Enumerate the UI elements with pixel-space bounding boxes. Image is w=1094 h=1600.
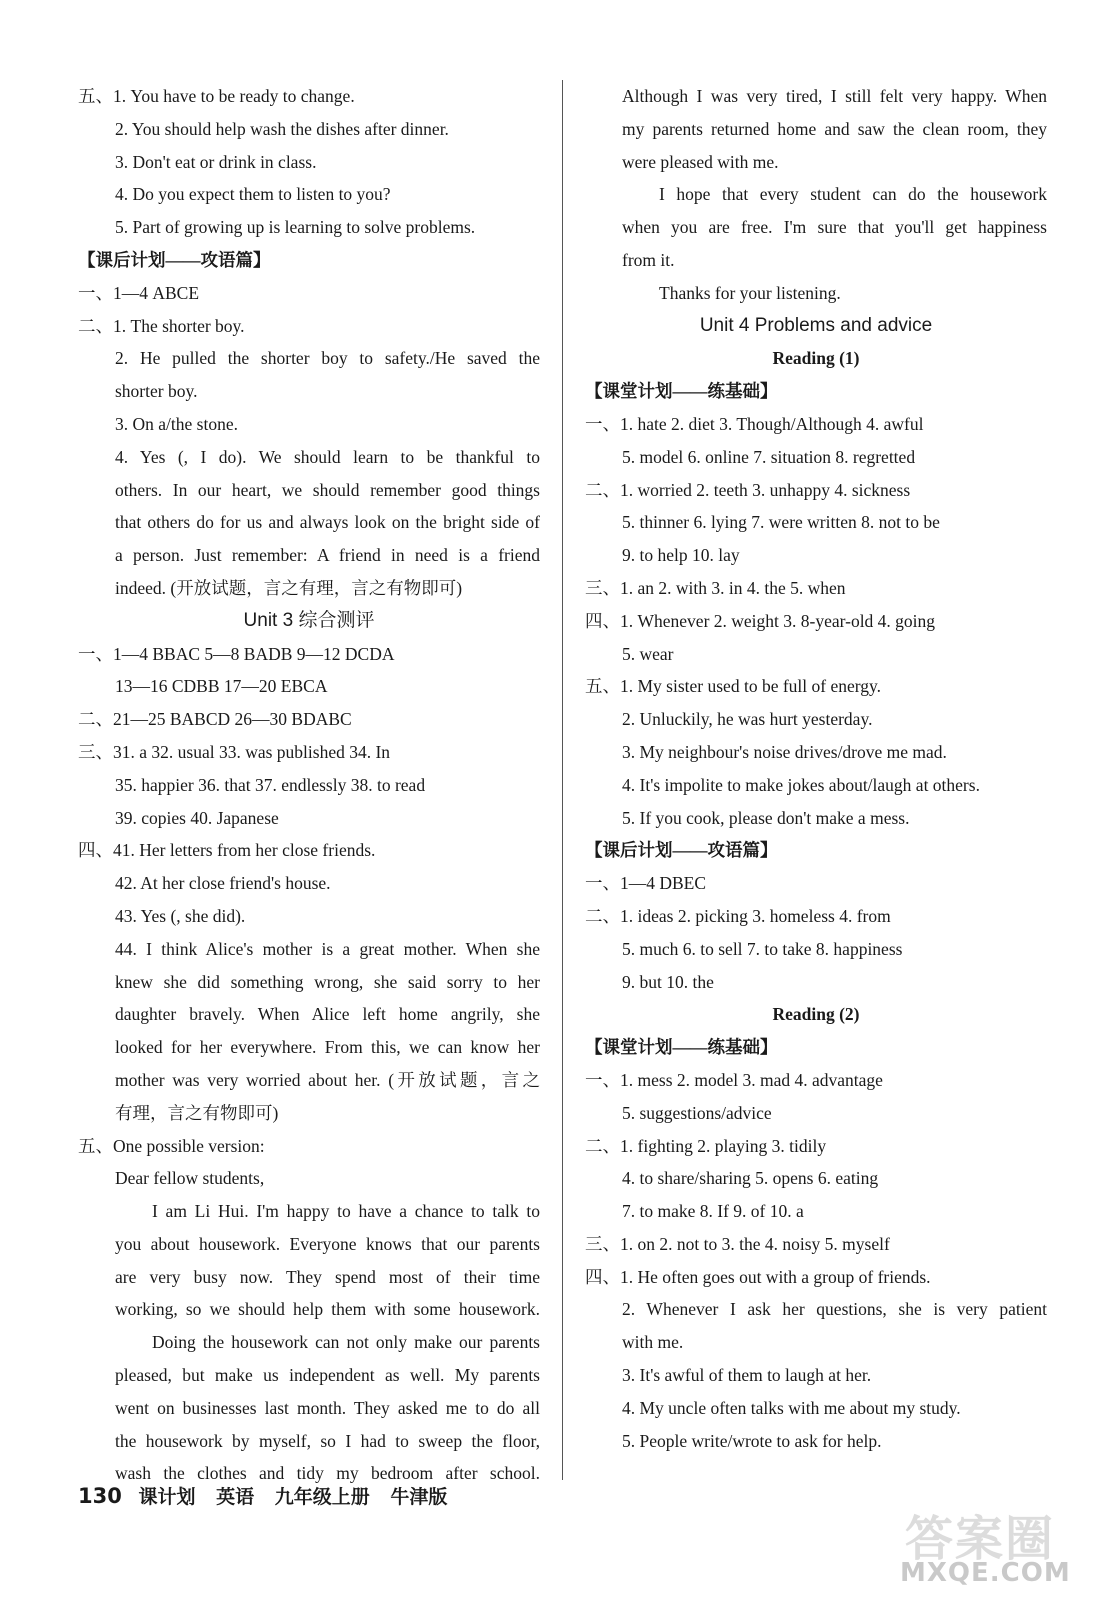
watermark-logo: 答案圈 [905, 1511, 1056, 1567]
right-text-line: 3. It's awful of them to laugh at her. [622, 1365, 872, 1386]
left-text-line: 35. happier 36. that 37. endlessly 38. to read [115, 774, 426, 795]
right-text-line: 三、1. an 2. with 3. in 4. the 5. when [585, 577, 846, 598]
left-text-line: 一、1—4 BBAC 5—8 BADB 9—12 DCDA [78, 643, 395, 664]
right-text-line: 5. People write/wrote to ask for help. [622, 1430, 882, 1451]
right-text-line: 9. but 10. the [622, 971, 714, 992]
left-text-line: 【课后计划——攻语篇】 [78, 249, 271, 270]
left-text-line: 2. You should help wash the dishes after dinner. [115, 118, 449, 139]
right-text-line: 2. Unluckily, he was hurt yesterday. [622, 709, 873, 730]
right-text-line: with me. [622, 1332, 684, 1353]
left-text-line: went on businesses last month. They asked me to do all [115, 1397, 540, 1418]
right-text-line: 5. wear [622, 643, 674, 664]
left-text-line: I am Li Hui. I'm happy to have a chance to talk to [152, 1201, 540, 1222]
right-text-line: 5. thinner 6. lying 7. were written 8. not to be [622, 512, 940, 533]
left-text-line: 二、21—25 BABCD 26—30 BDABC [78, 709, 352, 730]
right-text-line: 一、1. mess 2. model 3. mad 4. advantage [585, 1069, 883, 1090]
left-text-line: 44. I think Alice's mother is a great mother. When she [115, 938, 540, 959]
right-text-line: 一、1. hate 2. diet 3. Though/Although 4. awful [585, 413, 924, 434]
left-text-line: others. In our heart, we should remember good things [115, 479, 540, 500]
left-text-line: 43. Yes (, she did). [115, 905, 246, 926]
right-text-line: 四、1. Whenever 2. weight 3. 8-year-old 4. going [585, 610, 936, 631]
left-text-line: 五、1. You have to be ready to change. [78, 86, 355, 106]
page-number: 130 [78, 1484, 122, 1508]
left-text-line: 四、41. Her letters from her close friends. [78, 840, 376, 861]
right-text-line: 9. to help 10. lay [622, 545, 740, 566]
left-text-line: 3. Don't eat or drink in class. [115, 151, 317, 172]
right-text-line: 7. to make 8. If 9. of 10. a [622, 1201, 804, 1222]
left-text-line: 5. Part of growing up is learning to solve problems. [115, 217, 476, 238]
right-text-line: Reading (2) [772, 1004, 860, 1025]
right-text-line: I hope that every student can do the housework [659, 184, 1047, 205]
left-text-line: 2. He pulled the shorter boy to safety./He saved the [115, 348, 540, 369]
left-text-line: pleased, but make us independent as well. My parents [115, 1365, 540, 1386]
left-text-line: looked for her everywhere. From this, we can know her [115, 1037, 540, 1058]
right-text-line: 二、1. fighting 2. playing 3. tidily [585, 1135, 827, 1156]
series-name: 课计划 [138, 1486, 196, 1508]
right-text-line: 一、1—4 DBEC [585, 873, 707, 894]
left-text-line: the housework by myself, so I had to sweep the floor, [115, 1430, 540, 1451]
right-text-line: Thanks for your listening. [659, 282, 841, 303]
grade-name: 九年级上册 [274, 1486, 370, 1508]
right-text-line: 【课堂计划——练基础】 [585, 1037, 778, 1058]
watermark-site: MXQE.COM [900, 1558, 1071, 1588]
left-text-line: 42. At her close friend's house. [115, 873, 331, 894]
column-divider [562, 80, 563, 1480]
left-text-line: 39. copies 40. Japanese [115, 807, 279, 828]
left-text-line: mother was very worried about her. (开放试题，言之 [115, 1069, 540, 1090]
right-text-line: 5. model 6. online 7. situation 8. regretted [622, 446, 916, 467]
right-text-line: from it. [622, 249, 675, 270]
left-text-line: are very busy now. They spend most of their time [115, 1266, 540, 1287]
left-text-line: 五、One possible version: [78, 1135, 265, 1156]
right-text-line: 4. It's impolite to make jokes about/laugh at others. [622, 774, 980, 795]
right-text-line: 5. much 6. to sell 7. to take 8. happiness [622, 938, 903, 959]
left-text-line: 有理，言之有物即可) [115, 1102, 279, 1123]
right-text-line: 4. My uncle often talks with me about my study. [622, 1397, 961, 1418]
left-column [78, 80, 540, 1490]
right-text-line: Reading (1) [772, 348, 860, 369]
left-text-line: Dear fellow students, [115, 1168, 265, 1189]
right-text-line: 4. to share/sharing 5. opens 6. eating [622, 1168, 879, 1189]
left-text-line: 二、1. The shorter boy. [78, 315, 245, 336]
right-text-line: 3. My neighbour's noise drives/drove me mad. [622, 741, 947, 762]
left-text-line: Doing the housework can not only make our parents [152, 1332, 540, 1353]
right-text-line: 5. If you cook, please don't make a mess. [622, 807, 910, 828]
right-text-line: 三、1. on 2. not to 3. the 4. noisy 5. myself [585, 1233, 890, 1254]
right-text-line: 【课后计划——攻语篇】 [585, 840, 778, 861]
left-text-line: 4. Yes (, I do). We should learn to be thankful to [115, 446, 540, 467]
right-text-line: 五、1. My sister used to be full of energy. [585, 676, 881, 697]
left-text-line: indeed. (开放试题，言之有理，言之有物即可) [115, 577, 463, 598]
right-text-line: my parents returned home and saw the clean room, they [622, 118, 1047, 139]
right-text-line: were pleased with me. [622, 151, 779, 172]
left-text-line: that others do for us and always look on the bright side of [115, 512, 540, 533]
right-column [585, 80, 1047, 1457]
left-text-line: 一、1—4 ABCE [78, 282, 200, 303]
right-text-line: 【课堂计划——练基础】 [585, 381, 778, 402]
subject-name: 英语 [216, 1486, 255, 1508]
edition-name: 牛津版 [390, 1486, 448, 1508]
right-text-line: 5. suggestions/advice [622, 1102, 772, 1123]
left-text-line: 4. Do you expect them to listen to you? [115, 184, 391, 205]
left-text-line: you about housework. Everyone knows that our parents [115, 1233, 540, 1254]
watermark [900, 1500, 1070, 1590]
right-text-line: Unit 4 Problems and advice [699, 314, 933, 336]
left-text-line: 三、31. a 32. usual 33. was published 34. In [78, 741, 391, 762]
page-footer [78, 1482, 461, 1509]
right-text-line: when you are free. I'm sure that you'll get happiness [622, 217, 1047, 238]
right-text-line: 二、1. ideas 2. picking 3. homeless 4. from [585, 905, 891, 926]
left-text-line: Unit 3 综合测评 [243, 609, 375, 631]
right-text-line: 2. Whenever I ask her questions, she is very patient [622, 1299, 1047, 1320]
left-text-line: 3. On a/the stone. [115, 413, 238, 434]
right-text-line: 四、1. He often goes out with a group of friends. [585, 1266, 931, 1287]
left-text-line: 13—16 CDBB 17—20 EBCA [115, 676, 328, 697]
right-text-line: 二、1. worried 2. teeth 3. unhappy 4. sickness [585, 479, 911, 500]
left-text-line: daughter bravely. When Alice left home angrily, she [115, 1004, 540, 1025]
left-text-line: wash the clothes and tidy my bedroom after school. [115, 1463, 540, 1484]
right-text-line: Although I was very tired, I still felt very happy. When [622, 86, 1047, 106]
left-text-line: knew she did something wrong, she said sorry to her [115, 971, 540, 992]
left-text-line: working, so we should help them with some housework. [115, 1299, 540, 1320]
left-text-line: shorter boy. [115, 381, 198, 402]
left-text-line: a person. Just remember: A friend in need is a friend [115, 545, 540, 566]
